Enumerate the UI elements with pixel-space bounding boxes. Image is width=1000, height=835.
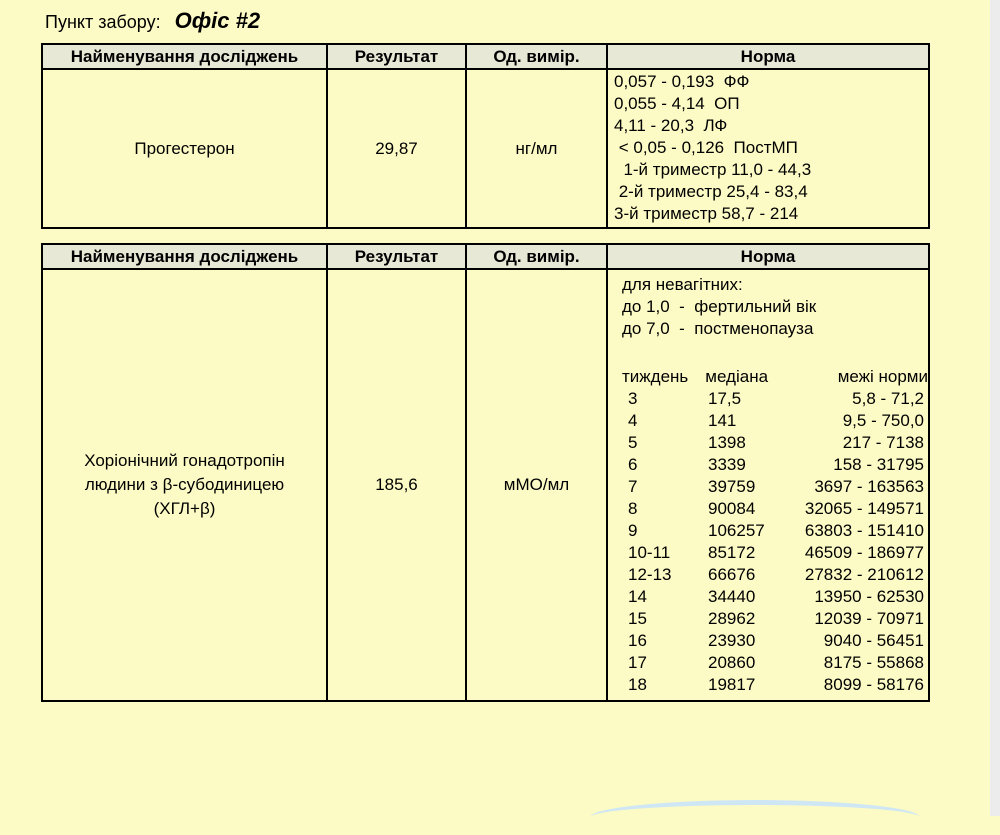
week-week: 15 — [628, 609, 647, 628]
week-range: 9,5 - 750,0 — [842, 411, 924, 430]
week-median: 17,5 — [708, 389, 742, 408]
header-norm: Норма — [607, 44, 929, 69]
collection-point — [45, 8, 260, 34]
week-range: 27832 - 210612 — [804, 565, 924, 584]
week-range: 158 - 31795 — [833, 455, 924, 474]
week-list — [622, 388, 928, 696]
test-name: Прогестерон — [42, 69, 327, 228]
week-row — [622, 630, 928, 652]
header-unit: Од. вимір. — [466, 44, 607, 69]
week-median: 23930 — [708, 631, 756, 650]
header-result: Результат — [327, 44, 466, 69]
week-table-header — [622, 366, 928, 388]
week-range: 5,8 - 71,2 — [852, 389, 924, 408]
norm-line: для невагітних: — [622, 275, 743, 294]
table-row — [42, 269, 929, 701]
test-result: 29,87 — [327, 69, 466, 228]
week-median: 106257 — [708, 521, 765, 540]
progesterone-table — [41, 43, 930, 229]
week-row — [622, 520, 928, 542]
norm-line: до 7,0 - постменопауза — [622, 319, 814, 338]
week-row — [622, 586, 928, 608]
week-week: 7 — [628, 477, 638, 496]
week-header: тиждень — [622, 367, 689, 386]
test-name — [42, 269, 327, 701]
week-week: 10-11 — [628, 543, 671, 562]
collection-point-label: Пункт забору: — [45, 12, 161, 32]
week-range: 13950 - 62530 — [814, 587, 924, 606]
week-row — [622, 388, 928, 410]
week-week: 8 — [628, 499, 638, 518]
week-row — [622, 476, 928, 498]
week-row — [622, 432, 928, 454]
week-week: 5 — [628, 433, 638, 452]
norm-line: до 1,0 - фертильний вік — [622, 297, 817, 316]
week-week: 4 — [628, 411, 638, 430]
norm-line: < 0,05 - 0,126 ПостМП — [614, 138, 798, 157]
week-week: 6 — [628, 455, 638, 474]
week-week: 9 — [628, 521, 638, 540]
week-week: 16 — [628, 631, 647, 650]
week-range: 8175 - 55868 — [823, 653, 924, 672]
collection-point-value: Офіс #2 — [174, 8, 261, 33]
week-row — [622, 564, 928, 586]
test-unit: мМО/мл — [466, 269, 607, 701]
hcg-table — [41, 243, 930, 702]
test-name-line: (ХГЛ+β) — [153, 499, 216, 518]
week-median: 85172 — [708, 543, 756, 562]
week-range: 12039 - 70971 — [814, 609, 924, 628]
week-range: 32065 - 149571 — [804, 499, 924, 518]
test-name-line: Хоріонічний гонадотропін — [84, 451, 285, 470]
range-header: межі норми — [837, 367, 928, 386]
decorative-wave — [590, 800, 920, 835]
week-median: 3339 — [708, 455, 746, 474]
week-median: 34440 — [708, 587, 756, 606]
week-median: 20860 — [708, 653, 756, 672]
table-header-row — [42, 44, 929, 69]
week-row — [622, 542, 928, 564]
week-median: 28962 — [708, 609, 756, 628]
test-norm — [607, 269, 929, 701]
week-week: 14 — [628, 587, 647, 606]
week-range: 63803 - 151410 — [804, 521, 924, 540]
test-norm — [607, 69, 929, 228]
week-range: 217 - 7138 — [842, 433, 924, 452]
week-median: 1398 — [708, 433, 746, 452]
page-edge — [990, 0, 1000, 816]
header-name: Найменування досліджень — [42, 244, 327, 269]
norm-line: 0,057 - 0,193 ФФ — [614, 72, 750, 91]
header-norm: Норма — [607, 244, 929, 269]
week-week: 17 — [628, 653, 647, 672]
week-range: 8099 - 58176 — [823, 675, 924, 694]
week-median: 19817 — [708, 675, 756, 694]
test-result: 185,6 — [327, 269, 466, 701]
header-name: Найменування досліджень — [42, 44, 327, 69]
week-median: 39759 — [708, 477, 756, 496]
week-row — [622, 454, 928, 476]
norm-line: 4,11 - 20,3 ЛФ — [614, 116, 728, 135]
header-unit: Од. вимір. — [466, 244, 607, 269]
week-row — [622, 410, 928, 432]
week-range: 3697 - 163563 — [814, 477, 924, 496]
table-header-row — [42, 244, 929, 269]
week-row — [622, 498, 928, 520]
week-week: 18 — [628, 675, 647, 694]
test-unit: нг/мл — [466, 69, 607, 228]
median-header: медіана — [705, 367, 769, 386]
norm-line: 0,055 - 4,14 ОП — [614, 94, 740, 113]
week-median: 66676 — [708, 565, 756, 584]
week-median: 90084 — [708, 499, 756, 518]
week-median: 141 — [708, 411, 737, 430]
table-row — [42, 69, 929, 228]
test-name-line: людини з β-субодиницею — [84, 475, 285, 494]
header-result: Результат — [327, 244, 466, 269]
norm-line: 2-й триместр 25,4 - 83,4 — [614, 182, 808, 201]
week-range: 9040 - 56451 — [823, 631, 924, 650]
week-week: 3 — [628, 389, 638, 408]
week-range: 46509 - 186977 — [804, 543, 924, 562]
week-week: 12-13 — [628, 565, 672, 584]
week-row — [622, 674, 928, 696]
week-row — [622, 652, 928, 674]
week-row — [622, 608, 928, 630]
norm-line: 3-й триместр 58,7 - 214 — [614, 204, 799, 223]
norm-line: 1-й триместр 11,0 - 44,3 — [614, 160, 812, 179]
